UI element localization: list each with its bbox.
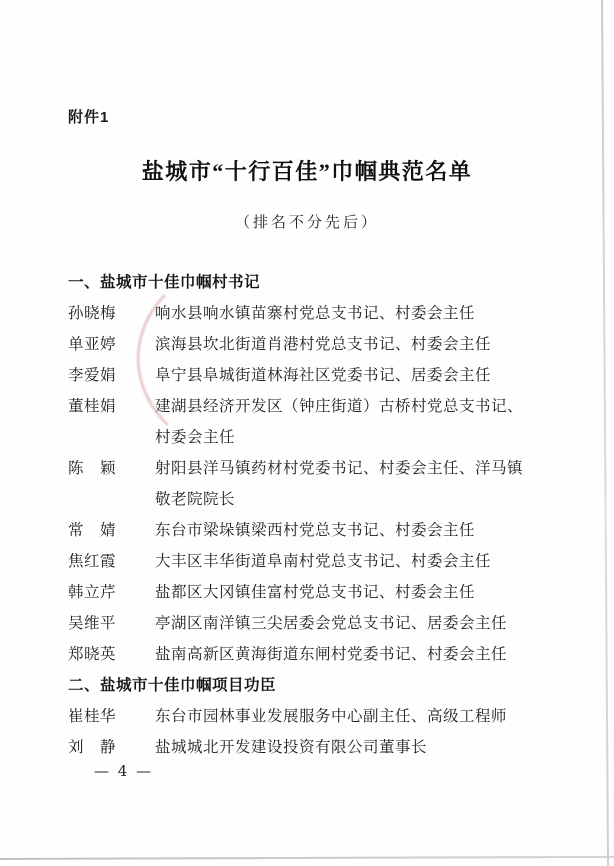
scan-edge-bottom: [0, 856, 614, 860]
list-item: [68, 546, 538, 577]
entry-title: 亭湖区南洋镇三尖居委会党总支书记、居委会主任: [155, 614, 508, 632]
entry-name: 刘 静: [68, 738, 117, 756]
entry-name: 孙晓梅: [68, 304, 117, 322]
attachment-label: 附件1: [68, 109, 110, 126]
entry-title: 大丰区丰华街道阜南村党总支书记、村委会主任: [155, 552, 492, 570]
entry-title: 盐南高新区黄海街道东闸村党委书记、村委会主任: [155, 645, 508, 663]
list-item: [68, 577, 538, 608]
scan-edge-right: [601, 0, 609, 866]
entry-name: 常 婧: [68, 521, 117, 539]
page-number: — 4 —: [94, 762, 154, 780]
entry-name: 郑晓英: [68, 645, 117, 663]
entry-title: 滨海县坎北街道肖港村党总支书记、村委会主任: [155, 335, 492, 353]
entry-name: 董桂娟: [68, 397, 117, 415]
entry-name: 吴维平: [68, 614, 117, 632]
list-item: [68, 391, 538, 453]
section-2-heading: 二、盐城市十佳巾帼项目功臣: [68, 677, 277, 694]
list-item: [68, 639, 538, 670]
entry-title: 响水县响水镇苗寨村党总支书记、村委会主任: [155, 304, 476, 322]
entry-title: 东台市梁垛镇梁西村党总支书记、村委会主任: [155, 521, 476, 539]
list-item: [68, 515, 538, 546]
list-item: [68, 608, 538, 639]
list-item: [68, 732, 538, 763]
list-item: [68, 453, 538, 515]
entry-name: 李爱娟: [68, 366, 117, 384]
list-item: [68, 360, 538, 391]
entry-name: 陈 颖: [68, 459, 117, 477]
section-1-heading: 一、盐城市十佳巾帼村书记: [68, 274, 261, 291]
entry-name: 崔桂华: [68, 707, 117, 725]
entry-name: 韩立芹: [68, 583, 117, 601]
list-item: [68, 298, 538, 329]
list-item: [68, 701, 538, 732]
entry-title: 阜宁县阜城街道林海社区党委书记、居委会主任: [155, 366, 492, 384]
entry-title: 射阳县洋马镇药材村党委书记、村委会主任、洋马镇敬老院院长: [155, 459, 524, 508]
entry-title: 建湖县经济开发区（钟庄街道）古桥村党总支书记、村委会主任: [155, 397, 524, 446]
entry-name: 焦红霞: [68, 552, 117, 570]
page-title: 盐城市“十行百佳”巾帼典范名单: [141, 159, 473, 184]
roster-list: [68, 267, 538, 763]
entry-title: 盐都区大冈镇佳富村党总支书记、村委会主任: [155, 583, 476, 601]
list-item: [68, 329, 538, 360]
entry-name: 单亚婷: [68, 335, 117, 353]
entry-title: 盐城城北开发建设投资有限公司董事长: [155, 738, 428, 756]
entry-title: 东台市园林事业发展服务中心副主任、高级工程师: [155, 707, 508, 725]
page-subtitle: （排名不分先后）: [234, 213, 379, 231]
